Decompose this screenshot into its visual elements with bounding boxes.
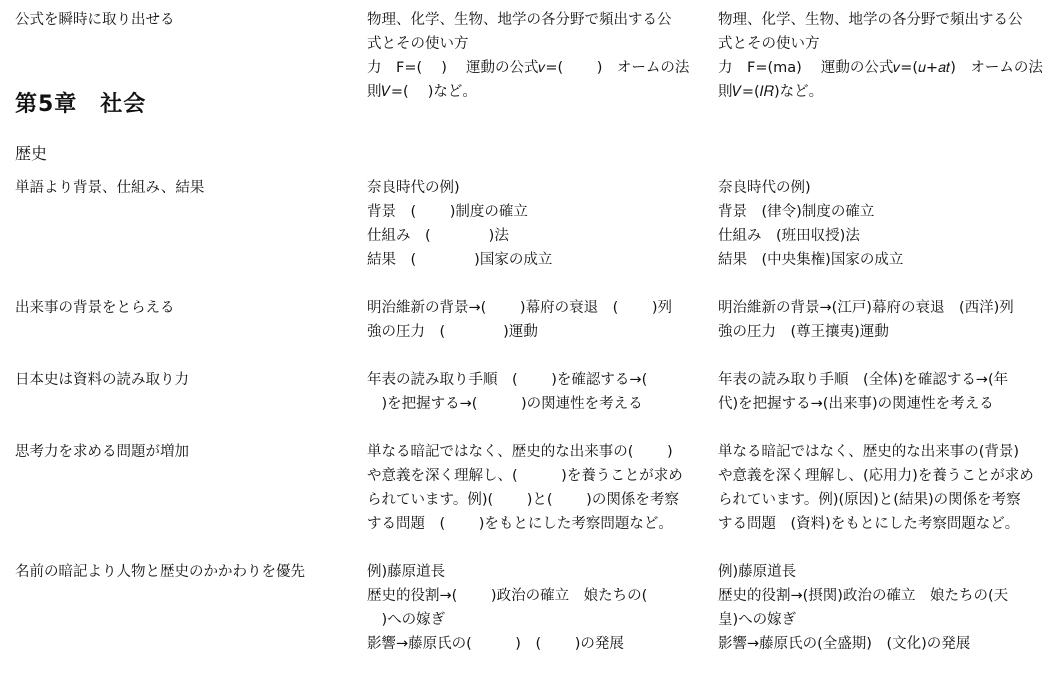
topic-cell: 公式を瞬時に取り出せる: [15, 12, 175, 28]
answer-line: 皇)への嫁ぎ: [718, 612, 797, 628]
question-line: や意義を深く理解し、( )を養うことが求め: [367, 468, 683, 484]
answer-cell: [718, 560, 1044, 656]
answer-line: する問題 (資料)をもとにした考察問題など。: [718, 516, 1020, 532]
question-line: )への嫁ぎ: [367, 612, 446, 628]
answer-line: 代)を把握する→(出来事)の関連性を考える: [718, 396, 994, 412]
question-cell: [367, 440, 693, 536]
topic-cell: 名前の暗記より人物と歴史のかかわりを優先: [15, 564, 305, 580]
answer-line: 則𝑉=(𝐼𝑅)など。: [718, 84, 824, 100]
question-line: 背景 ( )制度の確立: [367, 204, 528, 220]
topic-cell: 日本史は資料の読み取り力: [15, 372, 189, 388]
answer-line: 仕組み (班田収授)法: [718, 228, 860, 244]
question-line: 歴史的役割→( )政治の確立 娘たちの(: [367, 588, 648, 604]
question-line: 影響→藤原氏の( ) ( )の発展: [367, 636, 624, 652]
answer-line: 式とその使い方: [718, 36, 820, 52]
question-line: 明治維新の背景→( )幕府の衰退 ( )列: [367, 300, 672, 316]
answer-line: 奈良時代の例): [718, 180, 811, 196]
answer-line: 強の圧力 (尊王攘夷)運動: [718, 324, 889, 340]
section-title: 歴史: [15, 144, 48, 163]
question-line: )を把握する→( )の関連性を考える: [367, 396, 643, 412]
question-line: 則𝑉=( )など。: [367, 84, 477, 100]
answer-cell: [718, 8, 1044, 104]
answer-line: 背景 (律令)制度の確立: [718, 204, 875, 220]
answer-line: 歴史的役割→(摂関)政治の確立 娘たちの(天: [718, 588, 1009, 604]
chapter-title: 第5章 社会: [15, 92, 147, 117]
question-line: られています。例)( )と( )の関係を考察: [367, 492, 679, 508]
question-line: する問題 ( )をもとにした考察問題など。: [367, 516, 673, 532]
question-line: 仕組み ( )法: [367, 228, 509, 244]
answer-cell: [718, 296, 1044, 344]
question-line: 例)藤原道長: [367, 564, 446, 580]
question-line: 結果 ( )国家の成立: [367, 252, 553, 268]
answer-line: 単なる暗記ではなく、歴史的な出来事の(背景): [718, 444, 1020, 460]
answer-cell: [718, 368, 1044, 416]
answer-line: 物理、化学、生物、地学の各分野で頻出する公: [718, 12, 1023, 28]
question-cell: [367, 296, 693, 344]
answer-line: 明治維新の背景→(江戸)幕府の衰退 (西洋)列: [718, 300, 1014, 316]
answer-line: 年表の読み取り手順 (全体)を確認する→(年: [718, 372, 1009, 388]
question-cell: [367, 560, 693, 656]
answer-line: 例)藤原道長: [718, 564, 797, 580]
question-cell: [367, 8, 693, 104]
question-line: 力 F=( ) 運動の公式𝑣=( ) オームの法: [367, 60, 690, 76]
answer-line: 力 F=(ma) 運動の公式𝑣=(𝑢+𝑎𝑡) オームの法: [718, 60, 1043, 76]
answer-line: られています。例)(原因)と(結果)の関係を考察: [718, 492, 1021, 508]
topic-cell: 思考力を求める問題が増加: [15, 444, 189, 460]
question-line: 式とその使い方: [367, 36, 469, 52]
answer-cell: [718, 176, 1044, 272]
question-line: 奈良時代の例): [367, 180, 460, 196]
answer-line: 結果 (中央集権)国家の成立: [718, 252, 904, 268]
answer-line: 影響→藤原氏の(全盛期) (文化)の発展: [718, 636, 971, 652]
answer-cell: [718, 440, 1044, 536]
question-line: 強の圧力 ( )運動: [367, 324, 538, 340]
answer-line: や意義を深く理解し、(応用力)を養うことが求め: [718, 468, 1034, 484]
topic-cell: 出来事の背景をとらえる: [15, 300, 175, 316]
topic-cell: 単語より背景、仕組み、結果: [15, 180, 205, 196]
question-cell: [367, 368, 693, 416]
question-cell: [367, 176, 693, 272]
question-line: 年表の読み取り手順 ( )を確認する→(: [367, 372, 648, 388]
question-line: 物理、化学、生物、地学の各分野で頻出する公: [367, 12, 672, 28]
question-line: 単なる暗記ではなく、歴史的な出来事の( ): [367, 444, 673, 460]
